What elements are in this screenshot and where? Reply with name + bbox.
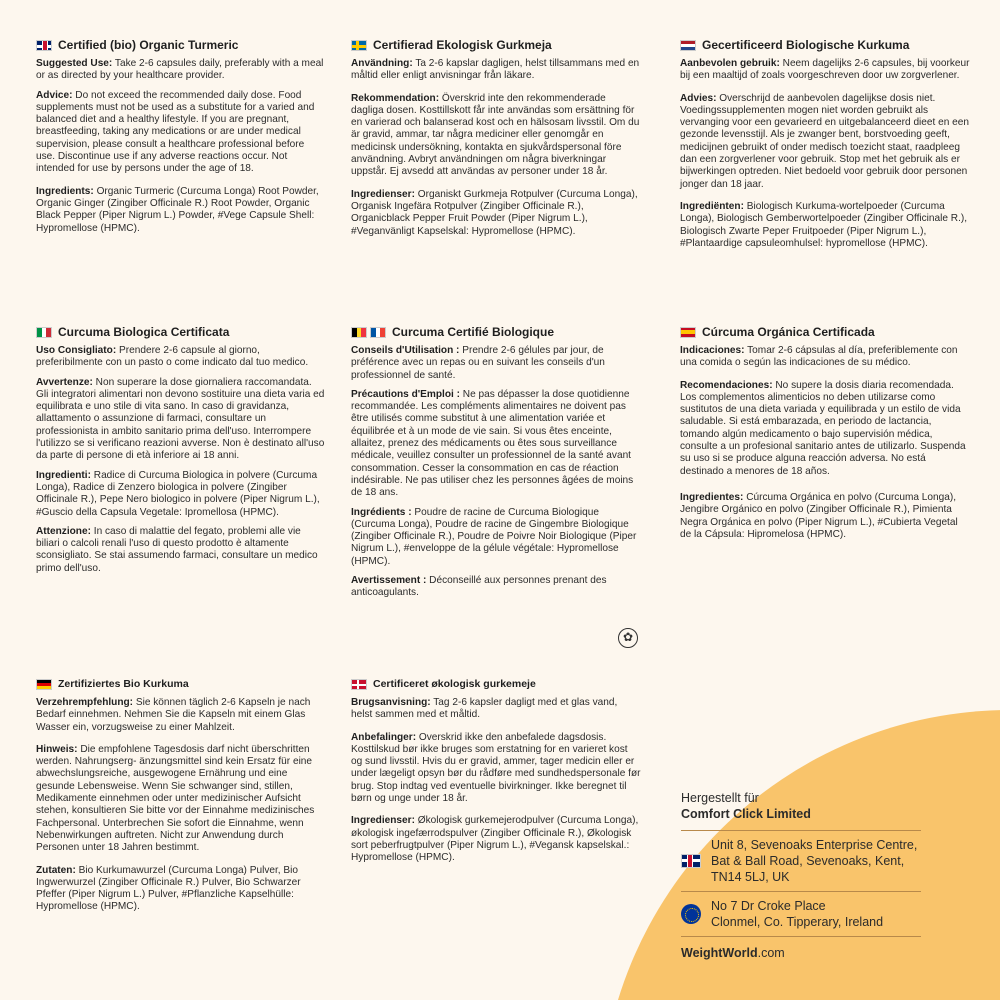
- france-flag-icon: [370, 327, 386, 338]
- advice-text: Överskrid inte den rekommenderade dagliga dosen. Kosttillskott får inte användas som ersättning för en varierad och balanserad kost och en hälsosam livsstil. Om du är gravid, ammar, tar några mediciner eller genomgår en medicinsk undersökning, kontakta en sjukvårdspersonal före användning. Avbryt användningen om några biverkningar uppstår. Ej avsedd att användas av personer under 18 år.: [351, 92, 640, 178]
- ingredients-text: Biologisch Kurkuma-wortelpoeder (Curcuma Longa), Biologisch Gemberwortelpoeder (Zingiber Officinale R.), Biologisch Zwarte Peper Fruitpoeder (Piper Nigrum L.), #Plantaardige capsuleomhulsel: hypromellose (HPMC).: [680, 200, 968, 249]
- advice-text: Ne pas dépasser la dose quotidienne recommandée. Les compléments alimentaires ne doivent pas être utilisés comme substitut à une alimentation variée et équilibrée et à un mode de vie sain. Si vous êtes enceinte, allaitez, prenez des médicaments ou êtes sous surveillance médicale, veuillez consulter un professionnel de la santé avant consommation. Cesser la consommation en cas de réaction indésirable. Ne pas utiliser chez les personnes âgées de moins de 18 ans.: [351, 388, 634, 499]
- usage-text: Prendre 2-6 gélules par jour, de préférence avec un repas ou en suivant les conseils d'un professionnel de santé.: [351, 345, 605, 381]
- usage-text: Sie können täglich 2-6 Kapseln je nach Bedarf einnehmen. Nehmen Sie die Kapseln mit einem Glas Wasser ein, vorzugsweise zu einer Mahlzeit.: [36, 697, 311, 733]
- advice-text: Non superare la dose giornaliera raccomandata. Gli integratori alimentari non devono sostituire una dieta varia ed equilibrata e uno stile di vita sano. In caso di gravidanza, allattamento o assunzione di farmaci, consultare un professionista in ambito sanitario prima dell'uso. Interrompere l'utilizzo se si verificano reazioni avverse. Non è destinato all'uso da parte di persone di età inferiore ai 18 anni.: [36, 376, 325, 462]
- uk-flag-icon: [36, 40, 52, 51]
- denmark-flag-icon: [351, 679, 367, 690]
- usage-text: Prendere 2-6 capsule al giorno, preferibilmente con un pasto o come indicato dal tuo medico.: [36, 345, 309, 369]
- advice-text: Overschrijd de aanbevolen dagelijkse dosis niet. Voedingssupplementen mogen niet worden gebruikt als vervanging voor een gevarieerd en uitgebalanceerd dieet en een gezonde levensstijl. Als je zwanger bent, borstvoeding geeft, medicijnen gebruikt of onder medisch toezicht staat, raadpleeg dan een zorgverlener voor gebruik. Stop met het gebruik als er bijwerkingen optreden. Niet bedoeld voor gebruik door personen jonger dan 18 jaar.: [680, 92, 970, 190]
- manufacturer-info: [681, 790, 921, 961]
- advice-text: Overskrid ikke den anbefalede dagsdosis. Kosttilskud bør ikke bruges som erstatning for en varieret kost og sund livsstil. Hvis du er gravid, ammer, tager medicin eller er under lægeligt opsyn bør du rådføre med sundhedspersonale før brug. Stop indtag ved eventuelle bivirkninger. Ikke beregnet til børn og unge under 18 år.: [351, 731, 641, 805]
- spain-flag-icon: [680, 327, 696, 338]
- advice-text: No supere la dosis diaria recomendada. Los complementos alimenticios no deben utilizarse como sustitutos de una dieta variada y equilibrada y un estilo de vida saludable. Si está embarazada, en periodo de lactancia, tomando algún medicamento o bajo supervisión médica, consulte a un profesional sanitario antes de utilizarlo. Suspenda su uso si se produce alguna reacción adversa. No está destinado a menores de 18 años.: [680, 379, 966, 477]
- section-title: Cúrcuma Orgánica Certificada: [680, 325, 970, 339]
- netherlands-flag-icon: [680, 40, 696, 51]
- ie-address: No 7 Dr Croke Place Clonmel, Co. Tipperary, Ireland: [681, 891, 921, 936]
- usage-text: Neem dagelijks 2-6 capsules, bij voorkeur bij een maaltijd of zoals voorgeschreven door uw zorgverlener.: [680, 58, 970, 82]
- section-es: Cúrcuma Orgánica Certificada Indicaciones: Tomar 2-6 cápsulas al día, preferiblemente con una comida o según las indicaciones de su médico. Recomendaciones: No supere la dosis diaria recomendada. Los complementos alimenticios no deben utilizarse como sustitutos de una dieta variada y equilibrada y un estilo de vida saludable. Si está embarazada, en periodo de lactancia, tomando algún medicamento o bajo supervisión médica, consulte a un profesional sanitario antes de utilizarlo. Suspenda su uso si se produce alguna reacción adversa. No está destinado a menores de 18 años. Ingredientes: Cúrcuma Orgánica en polvo (Curcuma Longa), Jengibre Orgánico en polvo (Zingiber Officinale R.), Pimienta Negra Orgánica en polvo (Piper Nigrum L.), #Cubierta Vegetal de la Cápsula: Hipromelosa (HPMC).: [680, 325, 970, 548]
- company-name: Comfort Click Limited: [681, 807, 811, 821]
- section-title: Gecertificeerd Biologische Kurkuma: [680, 38, 970, 52]
- section-nl: Gecertificeerd Biologische Kurkuma Aanbevolen gebruik: Neem dagelijks 2-6 capsules, bij voorkeur bij een maaltijd of zoals voorgeschreven door uw zorgverlener. Advies: Overschrijd de aanbevolen dagelijkse dosis niet. Voedingssupplementen mogen niet worden gebruikt als vervanging voor een gevarieerd en uitgebalanceerd dieet en een gezonde levensstijl. Als je zwanger bent, borstvoeding geeft, medicijnen gebruikt of onder medisch toezicht staat, raadpleeg dan een zorgverlener voor gebruik. Stop met het gebruik als er bijwerkingen optreden. Niet bedoeld voor gebruik door personen jonger dan 18 jaar. Ingrediënten: Biologisch Kurkuma-wortelpoeder (Curcuma Longa), Biologisch Gemberwortelpoeder (Zingiber Officinale R.), Biologisch Zwarte Peper Fruitpoeder (Piper Nigrum L.), #Plantaardige capsuleomhulsel: hypromellose (HPMC).: [680, 38, 970, 249]
- section-title: Zertifiziertes Bio Kurkuma: [36, 677, 326, 691]
- usage-text: Ta 2-6 kapslar dagligen, helst tillsammans med en måltid eller enligt anvisningar från läkare.: [351, 58, 640, 82]
- brand-website: WeightWorld.com: [681, 936, 921, 961]
- section-title: Curcuma Certifié Biologique: [351, 325, 641, 339]
- ingredients-text: Økologisk gurkemejerodpulver (Curcuma Longa), økologisk ingefærrodspulver (Zingiber Officinale R.), Økologisk sort peberfrugtpulver (Piper Nigrum L.), #Vegansk kapselskal.: Hypromellose (HPMC).: [351, 815, 639, 864]
- uk-address: Unit 8, Sevenoaks Enterprise Centre, Bat & Ball Road, Sevenoaks, Kent, TN14 5LJ, UK: [681, 830, 921, 891]
- warning-text: Déconseillé aux personnes prenant des anticoagulants.: [351, 575, 607, 599]
- ingredients-text: Bio Kurkumawurzel (Curcuma Longa) Pulver, Bio Ingwerwurzel (Zingiber Officinale R.) Pulver, Bio Schwarzer Pfeffer (Piper Nigrum L.) Pulver, #Pflanzliche Kapselhülle: Hypromellose (HPMC).: [36, 864, 301, 913]
- made-for-label: Hergestellt für: [681, 791, 759, 805]
- ingredients-text: Poudre de racine de Curcuma Biologique (Curcuma Longa), Poudre de racine de Gingembre Biologique (Zingiber Officinale R.), Poudre de Poivre Noir Biologique (Piper Nigrum L.), #enveloppe de la gélule végétale: Hypromellose (HPMC).: [351, 506, 637, 567]
- sweden-flag-icon: [351, 40, 367, 51]
- section-fr: Curcuma Certifié Biologique Conseils d'Utilisation : Prendre 2-6 gélules par jour, de préférence avec un repas ou en suivant les conseils d'un professionnel de santé. Précautions d'Emploi : Ne pas dépasser la dose quotidienne recommandée. Les compléments alimentaires ne doivent pas être utilisés comme substitut à une alimentation variée et équilibrée et à un mode de vie sain. Si vous êtes enceinte, allaitez, prenez des médicaments ou êtes sous surveillance médicale, veuillez consulter un professionnel de la santé avant consommation. Cesser la consommation en cas de réaction indésirable. Ne pas utiliser chez les personnes âgées de moins de 18 ans. Ingrédients : Poudre de racine de Curcuma Biologique (Curcuma Longa), Poudre de racine de Gingembre Biologique (Zingiber Officinale R.), Poudre de Poivre Noir Biologique (Piper Nigrum L.), #enveloppe de la gélule végétale: Hypromellose (HPMC). Avertissement : Déconseillé aux personnes prenant des anticoagulants.: [351, 325, 641, 607]
- section-it: Curcuma Biologica Certificata Uso Consigliato: Prendere 2-6 capsule al giorno, preferibilmente con un pasto o come indicato dal tuo medico. Avvertenze: Non superare la dose giornaliera raccomandata. Gli integratori alimentari non devono sostituire una dieta varia ed equilibrata e uno stile di vita sano. In caso di gravidanza, allattamento o assunzione di farmaci, consultare un professionista in ambito sanitario prima dell'uso. Interrompere l'utilizzo se si verificano reazioni avverse. Non è destinato all'uso da parte di persone di età inferiore ai 18 anni. Ingredienti: Radice di Curcuma Biologica in polvere (Curcuma Longa), Radice di Zenzero biologica in polvere (Zingiber Officinale R.), Pepe Nero biologico in polvere (Piper Nigrum L.), #Guscio della Capsula Vegetale: Ipromellosa (HPMC). Attenzione: In caso di malattie del fegato, problemi alle vie biliari o calcoli renali l'uso di questo prodotto è altamente sconsigliato. Se stai assumendo farmaci, consultare un medico primo dell'uso.: [36, 325, 325, 574]
- advice-text: Do not exceed the recommended daily dose. Food supplements must not be used as a substitute for a varied and balanced diet and a healthy lifestyle. If you are pregnant, breastfeeding, taking any medications or are under medical supervision, please consult a healthcare professional before use. Discontinue use if any adverse reactions occur. Not intended for use by persons under the age of 18.: [36, 89, 315, 175]
- ingredients-text: Cúrcuma Orgánica en polvo (Curcuma Longa), Jengibre Orgánico en polvo (Zingiber Officinale R.), Pimienta Negra Orgánica en polvo (Piper Nigrum L.), #Cubierta Vegetal de la Cápsula: Hipromelosa (HPMC).: [680, 491, 958, 540]
- usage-text: Take 2-6 capsules daily, preferably with a meal or as directed by your healthcare provider.: [36, 58, 324, 82]
- section-en: Certified (bio) Organic Turmeric Suggested Use: Take 2-6 capsules daily, preferably with a meal or as directed by your healthcare provider. Advice: Do not exceed the recommended daily dose. Food supplements must not be used as a substitute for a varied and balanced diet and a healthy lifestyle. If you are pregnant, breastfeeding, taking any medications or are under medical supervision, please consult a healthcare professional before use. Discontinue use if any adverse reactions occur. Not intended for use by persons under the age of 18. Ingredients: Organic Turmeric (Curcuma Longa) Root Powder, Organic Ginger (Zingiber Officinale R.) Root Powder, Organic Black Pepper (Piper Nigrum L.) Powder, #Vege Capsule Shell: Hypromellose (HPMC).: [36, 38, 326, 242]
- section-da: Certificeret økologisk gurkemeje Brugsanvisning: Tag 2-6 kapsler dagligt med et glas vand, helst sammen med et måltid. Anbefalinger: Overskrid ikke den anbefalede dagsdosis. Kosttilskud bør ikke bruges som erstatning for en varieret kost og sund livsstil. Hvis du er gravid, ammer, tager medicin eller er under lægeligt opsyn bør du rådføre med sundhedspersonale før brug. Stop indtag ved eventuelle bivirkninger. Ikke beregnet til børn og unge under 18 år. Ingredienser: Økologisk gurkemejerodpulver (Curcuma Longa), økologisk ingefærrodspulver (Zingiber Officinale R.), Økologisk sort peberfrugtpulver (Piper Nigrum L.), #Vegansk kapselskal.: Hypromellose (HPMC).: [351, 678, 641, 864]
- section-title: Certified (bio) Organic Turmeric: [36, 38, 326, 52]
- section-title: Curcuma Biologica Certificata: [36, 325, 326, 339]
- warning-text: In caso di malattie del fegato, problemi alle vie biliari o calcoli renali l'uso di questo prodotto è altamente sconsigliato. Se stai assumendo farmaci, consultare un medico primo dell'uso.: [36, 525, 318, 574]
- uk-flag-icon: [681, 854, 701, 868]
- section-de: Zertifiziertes Bio Kurkuma Verzehrempfehlung: Sie können täglich 2-6 Kapseln je nach Bedarf einnehmen. Nehmen Sie die Kapseln mit einem Glas Wasser ein, vorzugsweise zu einer Mahlzeit. Hinweis: Die empfohlene Tagesdosis darf nicht überschritten werden. Nahrungserg- änzungsmittel sind kein Ersatz für eine abwechslungsreiche, ausgewogene Ernährung und eine gesunde Lebensweise. Wenn Sie schwanger sind, stillen, Medikamente einnehmen oder unter medizinischer Aufsicht stehen, konsultieren Sie bitte vor der Einnahme medizinisches Fachpersonal. Unterbrechen Sie sofort die Einnahme, wenn Nebenwirkungen auftreten. Nicht zur Anwendung durch Personen unter 18 Jahren bestimmt. Zutaten: Bio Kurkumawurzel (Curcuma Longa) Pulver, Bio Ingwerwurzel (Zingiber Officinale R.) Pulver, Bio Schwarzer Pfeffer (Piper Nigrum L.) Pulver, #Pflanzliche Kapselhülle: Hypromellose (HPMC).: [36, 677, 326, 921]
- section-title: Certificeret økologisk gurkemeje: [351, 677, 641, 691]
- italy-flag-icon: [36, 327, 52, 338]
- belgium-flag-icon: [351, 327, 367, 338]
- section-title: Certifierad Ekologisk Gurkmeja: [351, 38, 641, 52]
- ingredients-text: Radice di Curcuma Biologica in polvere (Curcuma Longa), Radice di Zenzero biologica in polvere (Zingiber Officinale R.), Pepe Nero biologico in polvere (Piper Nigrum L.), #Guscio della Capsula Vegetale: Ipromellosa (HPMC).: [36, 469, 320, 518]
- leaf-icon: ✿: [618, 628, 638, 648]
- germany-flag-icon: [36, 679, 52, 690]
- ingredients-text: Organiskt Gurkmeja Rotpulver (Curcuma Longa), Organisk Ingefära Rotpulver (Zingiber Officinale R.), Organicblack Pepper Fruit Powder (Piper Nigrum L.), #Veganvänligt Kapselskal: Hypromellose (HPMC).: [351, 188, 638, 237]
- eu-flag-icon: [681, 904, 701, 924]
- usage-text: Tomar 2-6 cápsulas al día, preferiblemente con una comida o según las indicaciones de su médico.: [680, 345, 958, 369]
- section-sv: Certifierad Ekologisk Gurkmeja Användning: Ta 2-6 kapslar dagligen, helst tillsammans med en måltid eller enligt anvisningar från läkare. Rekommendation: Överskrid inte den rekommenderade dagliga dosen. Kosttillskott får inte användas som ersättning för en varierad och balanserad kost och en hälsosam livsstil. Om du är gravid, ammar, tar några mediciner eller genomgår en medicinsk undersökning, kontakta en sjukvårdspersonal före användning. Avbryt användningen om några biverkningar uppstår. Ej avsedd att användas av personer under 18 år. Ingredienser: Organiskt Gurkmeja Rotpulver (Curcuma Longa), Organisk Ingefära Rotpulver (Zingiber Officinale R.), Organicblack Pepper Fruit Powder (Piper Nigrum L.), #Veganvänligt Kapselskal: Hypromellose (HPMC).: [351, 38, 640, 237]
- ingredients-text: Organic Turmeric (Curcuma Longa) Root Powder, Organic Ginger (Zingiber Officinale R.) Root Powder, Organic Black Pepper (Piper Nigrum L.) Powder, #Vege Capsule Shell: Hypromellose (HPMC).: [36, 185, 319, 234]
- advice-text: Die empfohlene Tagesdosis darf nicht überschritten werden. Nahrungserg- änzungsmittel sind kein Ersatz für eine abwechslungsreiche, ausgewogene Ernährung und eine gesunde Lebensweise. Wenn Sie schwanger sind, stillen, Medikamente einnehmen oder unter medizinischer Aufsicht stehen, konsultieren Sie bitte vor der Einnahme medizinisches Fachpersonal. Unterbrechen Sie sofort die Einnahme, wenn Nebenwirkungen auftreten. Nicht zur Anwendung durch Personen unter 18 Jahren bestimmt.: [36, 743, 315, 854]
- usage-text: Tag 2-6 kapsler dagligt med et glas vand, helst sammen med et måltid.: [351, 697, 618, 721]
